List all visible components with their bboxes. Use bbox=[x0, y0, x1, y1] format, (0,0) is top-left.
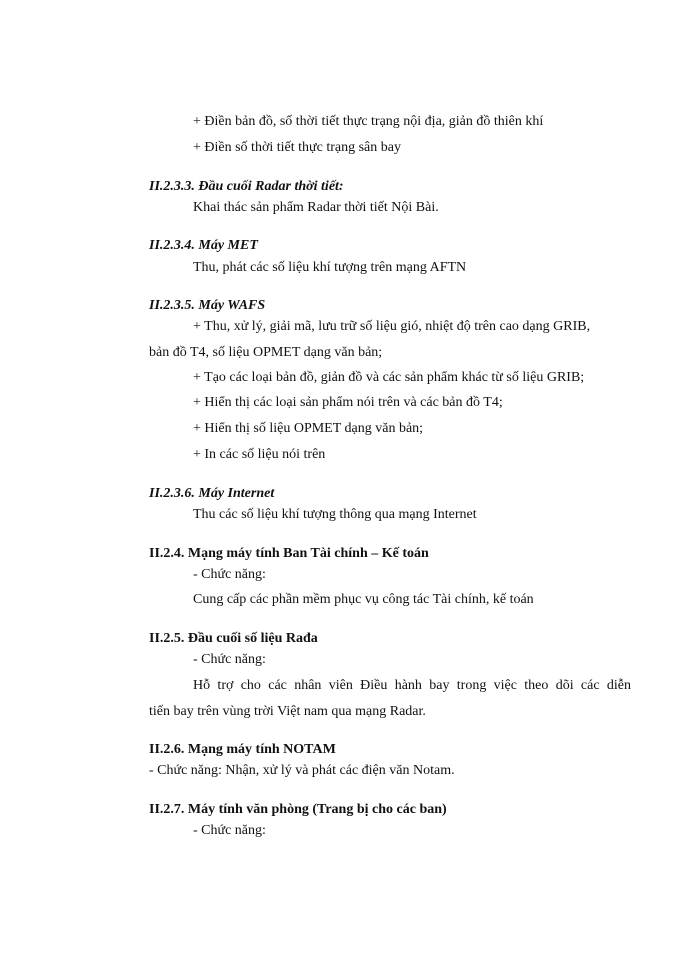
text-line: bản đồ T4, số liệu OPMET dạng văn bản; bbox=[149, 345, 383, 360]
text-line: tiến bay trên vùng trời Việt nam qua mạng Radar. bbox=[149, 704, 426, 719]
text-line: + Hiển thị số liệu OPMET dạng văn bản; bbox=[193, 421, 424, 436]
text-line: Hỗ trợ cho các nhân viên Điều hành bay trong việc theo dõi các diễn bbox=[193, 678, 631, 693]
text-line: - Chức năng: bbox=[193, 652, 266, 667]
text-line: + Hiển thị các loại sản phẩm nói trên và các bản đồ T4; bbox=[193, 395, 503, 410]
text-line: + Thu, xử lý, giải mã, lưu trữ số liệu gió, nhiệt độ trên cao dạng GRIB, bbox=[193, 319, 591, 334]
section-heading: II.2.3.6. Máy Internet bbox=[149, 486, 275, 501]
section-heading: II.2.4. Mạng máy tính Ban Tài chính – Kế toán bbox=[149, 546, 429, 561]
text-line: - Chức năng: Nhận, xử lý và phát các điện văn Notam. bbox=[149, 763, 455, 778]
section-heading: II.2.3.5. Máy WAFS bbox=[149, 298, 266, 313]
section-heading: II.2.3.3. Đầu cuối Radar thời tiết: bbox=[149, 179, 344, 194]
text-line: - Chức năng: bbox=[193, 567, 266, 582]
section-heading: II.2.7. Máy tính văn phòng (Trang bị cho các ban) bbox=[149, 802, 447, 817]
text-line: Thu các số liệu khí tượng thông qua mạng Internet bbox=[193, 507, 477, 522]
text-line: + Điền bản đồ, số thời tiết thực trạng nội địa, giản đồ thiên khí bbox=[193, 114, 544, 129]
text-line: + Điền số thời tiết thực trạng sân bay bbox=[193, 140, 401, 155]
section-heading: II.2.5. Đầu cuối số liệu Rađa bbox=[149, 631, 318, 646]
text-line: Cung cấp các phần mềm phục vụ công tác Tài chính, kế toán bbox=[193, 592, 534, 607]
text-line: + Tạo các loại bản đồ, giản đồ và các sản phẩm khác từ số liệu GRIB; bbox=[193, 370, 585, 385]
section-heading: II.2.6. Mạng máy tính NOTAM bbox=[149, 742, 336, 757]
section-heading: II.2.3.4. Máy MET bbox=[149, 238, 258, 253]
text-line: Thu, phát các số liệu khí tượng trên mạng AFTN bbox=[193, 260, 467, 275]
text-line: Khai thác sản phẩm Radar thời tiết Nội Bài. bbox=[193, 200, 439, 215]
text-line: - Chức năng: bbox=[193, 823, 266, 838]
text-line: + In các số liệu nói trên bbox=[193, 447, 326, 462]
